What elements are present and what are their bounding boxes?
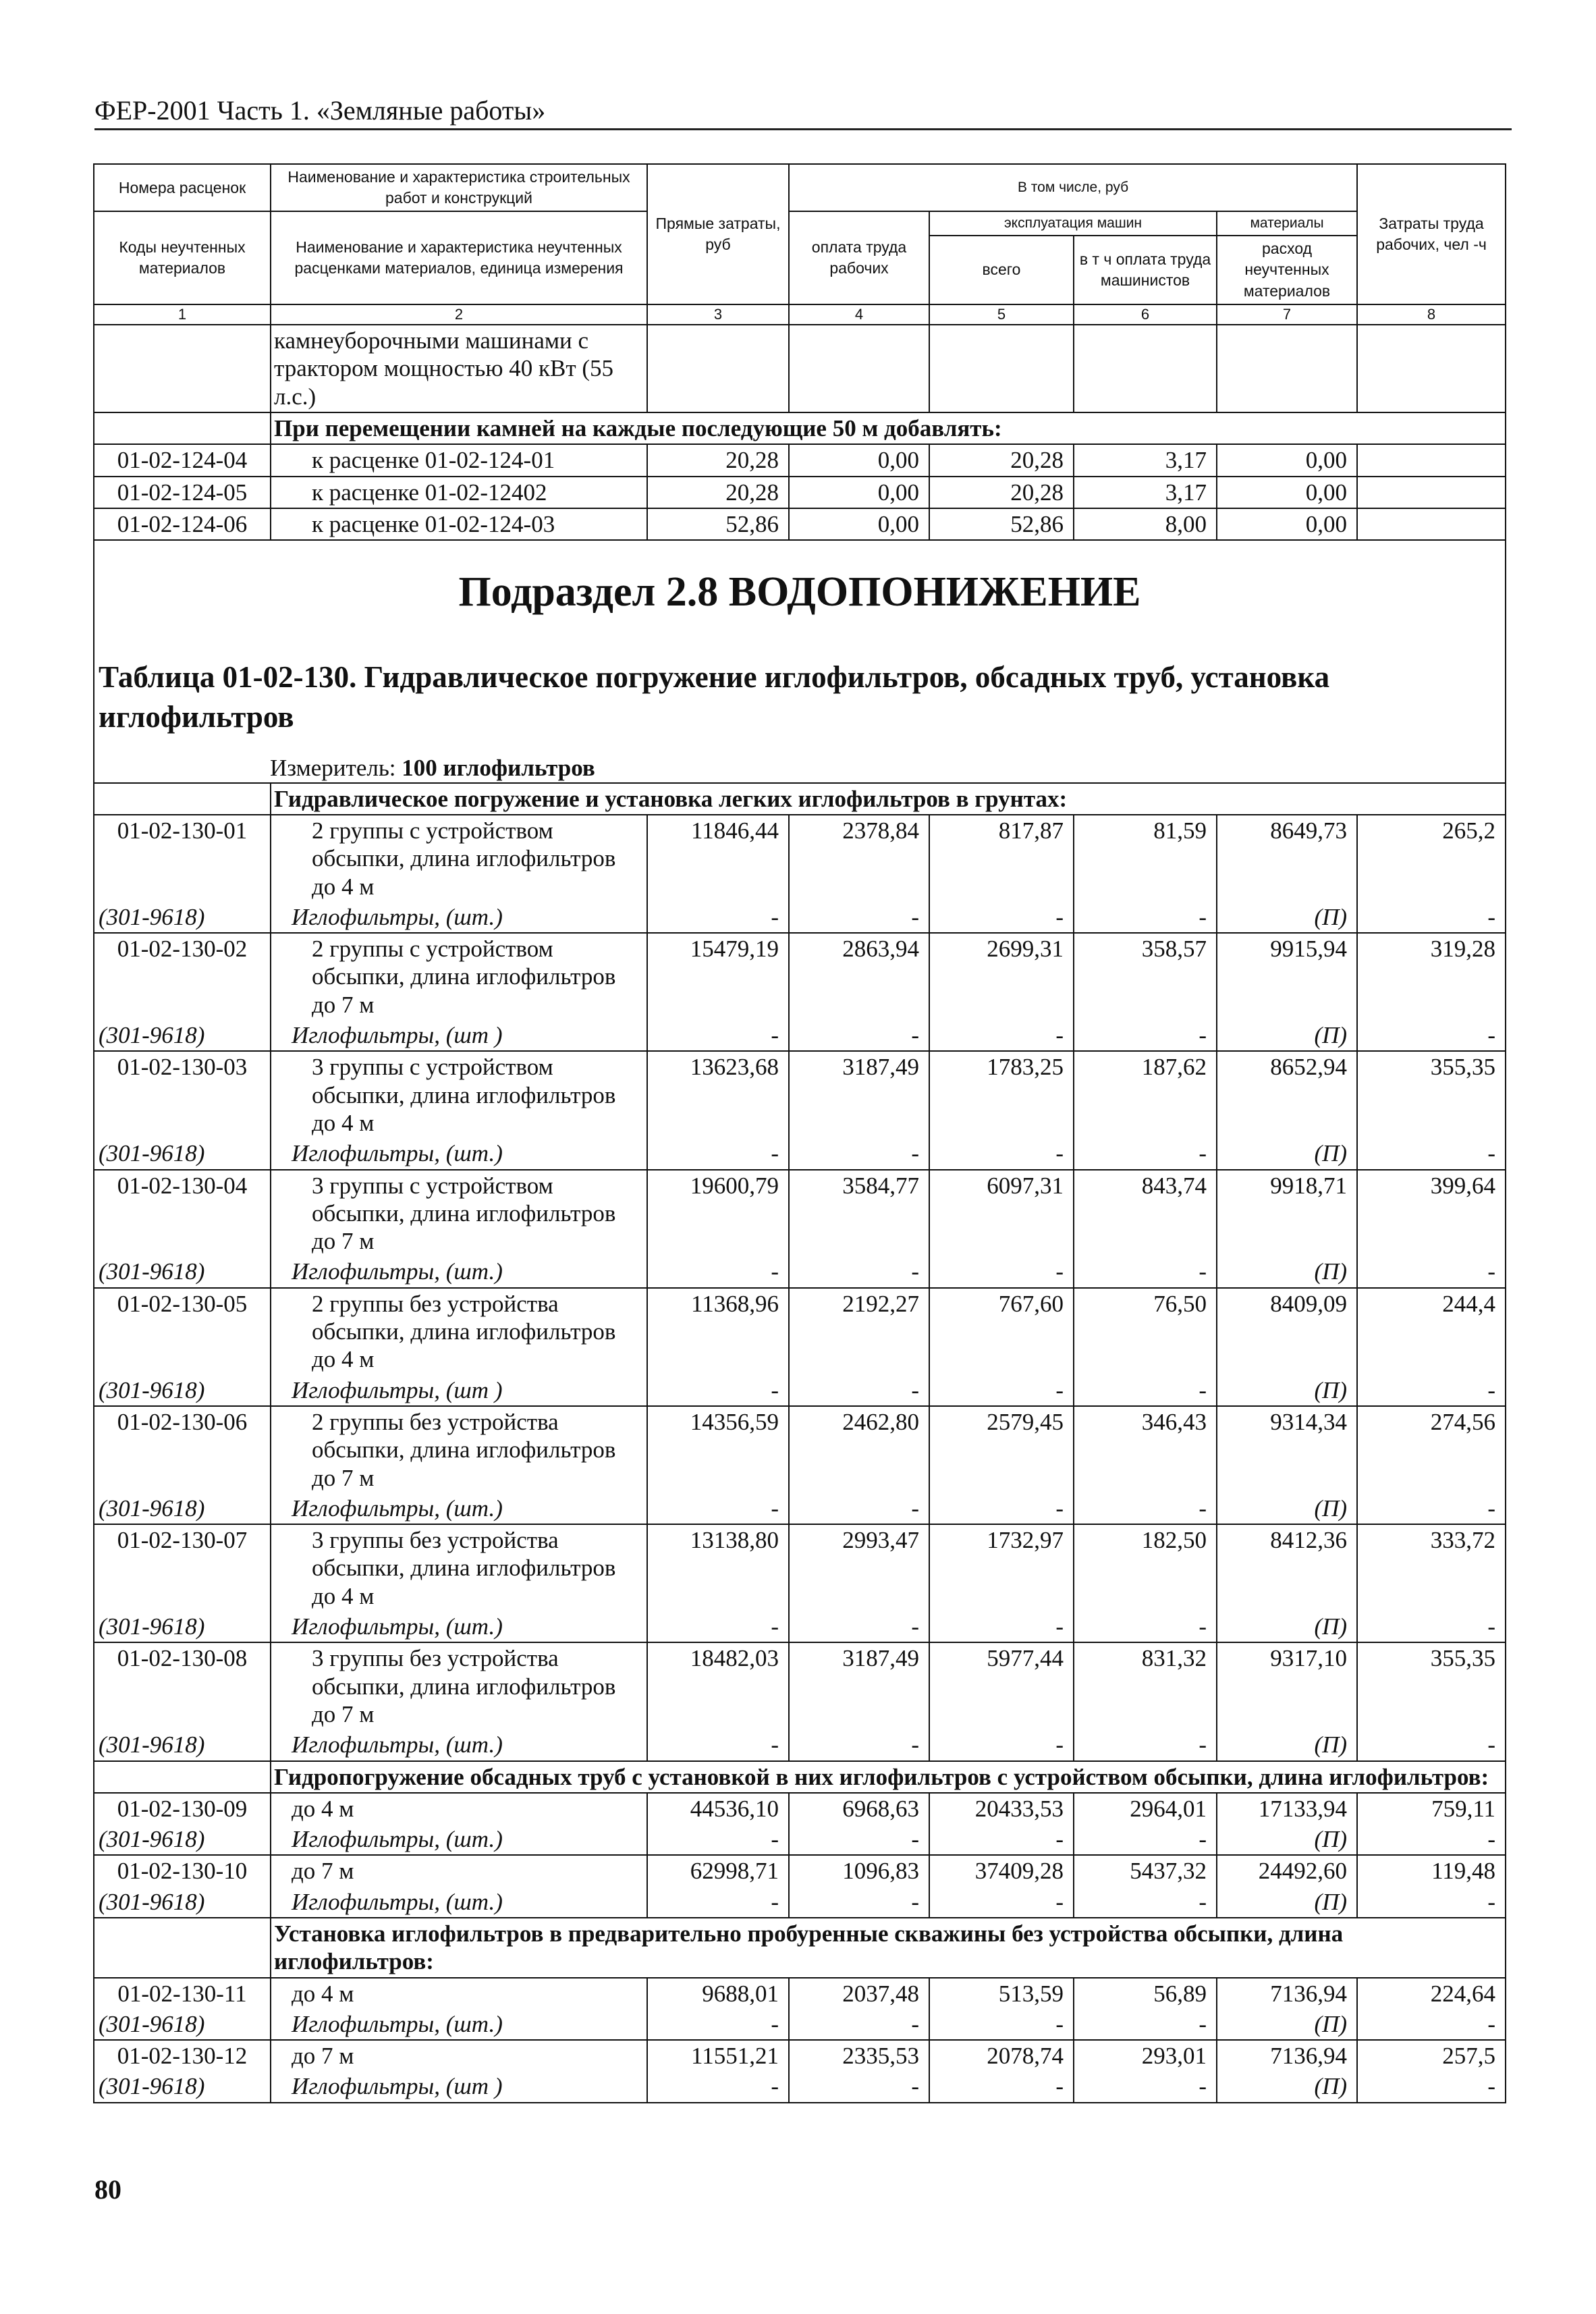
col4-header: оплата труда рабочих xyxy=(789,211,929,304)
dash-cell: - xyxy=(929,1138,1074,1169)
col7-header: расход неучтенных материалов xyxy=(1217,236,1357,304)
direct-cost: 9688,01 xyxy=(647,1978,789,2009)
material-flag: (П) xyxy=(1217,1020,1357,1051)
empty-cell xyxy=(94,412,271,444)
material-row xyxy=(94,1020,1506,1051)
material-code: (301-9618) xyxy=(94,902,271,933)
rate-name: до 7 м xyxy=(271,1855,647,1886)
empty-cell xyxy=(1357,325,1506,412)
move-heading: При перемещении камней на каждые последующие 50 м добавлять: xyxy=(271,412,1506,444)
labor-pay: 3584,77 xyxy=(789,1170,929,1257)
material-name: Иглофильтры, (шт.) xyxy=(271,1138,647,1169)
dash-cell: - xyxy=(647,1256,789,1287)
operators-pay: 81,59 xyxy=(1074,815,1217,902)
empty-cell xyxy=(1217,325,1357,412)
dash-cell: - xyxy=(1357,1887,1506,1918)
operators-pay: 346,43 xyxy=(1074,1406,1217,1493)
material-flag: (П) xyxy=(1217,1824,1357,1855)
table-row xyxy=(94,508,1506,540)
material-name: Иглофильтры, (шт.) xyxy=(271,1256,647,1287)
empty-cell xyxy=(1074,325,1217,412)
rate-name: до 4 м xyxy=(271,1793,647,1824)
table-row xyxy=(94,444,1506,476)
machines-total: 37409,28 xyxy=(929,1855,1074,1886)
labor-pay: 2037,48 xyxy=(789,1978,929,2009)
dash-cell: - xyxy=(1074,1824,1217,1855)
operators-pay: 3,17 xyxy=(1074,444,1217,476)
table-row xyxy=(94,1051,1506,1138)
operators-pay: 187,62 xyxy=(1074,1051,1217,1138)
rates-table xyxy=(93,163,1506,2103)
dash-cell: - xyxy=(647,1375,789,1406)
operators-pay: 76,50 xyxy=(1074,1288,1217,1375)
operators-pay: 8,00 xyxy=(1074,508,1217,540)
rate-name: 3 группы с устройством обсыпки, длина иглофильтров до 4 м xyxy=(271,1051,647,1138)
materials-cost: 7136,94 xyxy=(1217,2040,1357,2071)
material-code: (301-9618) xyxy=(94,1256,271,1287)
machines-total: 1732,97 xyxy=(929,1524,1074,1611)
labor-pay: 2335,53 xyxy=(789,2040,929,2071)
dash-cell: - xyxy=(1074,1138,1217,1169)
labor-pay: 2192,27 xyxy=(789,1288,929,1375)
material-flag: (П) xyxy=(1217,1611,1357,1642)
table-row xyxy=(94,2040,1506,2071)
col-number: 2 xyxy=(271,304,647,325)
dash-cell: - xyxy=(929,1375,1074,1406)
continued-name: камнеуборочными машинами с трактором мощностью 40 кВт (55 л.с.) xyxy=(271,325,647,412)
col2-top-header: Наименование и характеристика строительных работ и конструкций xyxy=(271,164,647,211)
material-name: Иглофильтры, (шт.) xyxy=(271,902,647,933)
col5-header: всего xyxy=(929,236,1074,304)
materials-cost: 8409,09 xyxy=(1217,1288,1357,1375)
col-number: 4 xyxy=(789,304,929,325)
dash-cell: - xyxy=(1357,2071,1506,2102)
operators-pay: 56,89 xyxy=(1074,1978,1217,2009)
material-name: Иглофильтры, (шт.) xyxy=(271,1611,647,1642)
material-row xyxy=(94,2071,1506,2102)
page-header: ФЕР-2001 Часть 1. «Земляные работы» xyxy=(94,95,546,126)
material-row xyxy=(94,2009,1506,2040)
col1-top-header: Номера расценок xyxy=(94,164,271,211)
machines-total: 2579,45 xyxy=(929,1406,1074,1493)
dash-cell: - xyxy=(1074,1729,1217,1760)
table-row xyxy=(94,1288,1506,1375)
direct-cost: 18482,03 xyxy=(647,1642,789,1729)
labor-hours: 265,2 xyxy=(1357,815,1506,902)
machines-total: 1783,25 xyxy=(929,1051,1074,1138)
rate-code: 01-02-130-07 xyxy=(94,1524,271,1611)
col-number: 3 xyxy=(647,304,789,325)
operators-pay: 831,32 xyxy=(1074,1642,1217,1729)
direct-cost: 13138,80 xyxy=(647,1524,789,1611)
machines-total: 20,28 xyxy=(929,444,1074,476)
dash-cell: - xyxy=(647,902,789,933)
material-code: (301-9618) xyxy=(94,2009,271,2040)
col-number: 7 xyxy=(1217,304,1357,325)
material-code: (301-9618) xyxy=(94,1729,271,1760)
material-flag: (П) xyxy=(1217,1887,1357,1918)
table-row xyxy=(94,1978,1506,2009)
machines-total: 5977,44 xyxy=(929,1642,1074,1729)
dash-cell: - xyxy=(789,1375,929,1406)
rate-name: 2 группы без устройства обсыпки, длина иглофильтров до 7 м xyxy=(271,1406,647,1493)
direct-cost: 44536,10 xyxy=(647,1793,789,1824)
material-row xyxy=(94,1824,1506,1855)
dash-cell: - xyxy=(929,902,1074,933)
col-number: 1 xyxy=(94,304,271,325)
rate-code: 01-02-130-02 xyxy=(94,933,271,1020)
material-flag: (П) xyxy=(1217,1493,1357,1524)
subsection-title: Подраздел 2.8 ВОДОПОНИЖЕНИЕ xyxy=(458,569,1141,616)
dash-cell: - xyxy=(1357,1375,1506,1406)
table-title: Таблица 01-02-130. Гидравлическое погружение иглофильтров, обсадных труб, установка иглофильтров xyxy=(99,660,1330,734)
materials-cost: 0,00 xyxy=(1217,444,1357,476)
incl-header: В том числе, руб xyxy=(789,164,1357,211)
labor-pay: 1096,83 xyxy=(789,1855,929,1886)
labor-hours: 355,35 xyxy=(1357,1051,1506,1138)
material-name: Иглофильтры, (шт ) xyxy=(271,2071,647,2102)
dash-cell: - xyxy=(1074,1020,1217,1051)
rate-name: к расценке 01-02-124-03 xyxy=(271,508,647,540)
rate-name: к расценке 01-02-12402 xyxy=(271,477,647,508)
dash-cell: - xyxy=(789,1611,929,1642)
labor-hours: 244,4 xyxy=(1357,1288,1506,1375)
labor-pay: 3187,49 xyxy=(789,1642,929,1729)
material-name: Иглофильтры, (шт ) xyxy=(271,1020,647,1051)
dash-cell: - xyxy=(1357,902,1506,933)
rate-code: 01-02-124-06 xyxy=(94,508,271,540)
dash-cell: - xyxy=(1357,1493,1506,1524)
machines-total: 52,86 xyxy=(929,508,1074,540)
col6-header: в т ч оплата труда машинистов xyxy=(1074,236,1217,304)
rate-code: 01-02-130-09 xyxy=(94,1793,271,1824)
rate-name: 2 группы без устройства обсыпки, длина иглофильтров до 4 м xyxy=(271,1288,647,1375)
col3-header: Прямые затраты, руб xyxy=(647,164,789,304)
group3-heading: Установка иглофильтров в предварительно пробуренные скважины без устройства обсыпки, длина иглофильтров: xyxy=(271,1918,1506,1978)
labor-hours: 355,35 xyxy=(1357,1642,1506,1729)
dash-cell: - xyxy=(929,1493,1074,1524)
operators-pay: 5437,32 xyxy=(1074,1855,1217,1886)
material-row xyxy=(94,1493,1506,1524)
empty-cell xyxy=(94,1918,271,1978)
dash-cell: - xyxy=(647,1493,789,1524)
dash-cell: - xyxy=(1357,1824,1506,1855)
direct-cost: 11551,21 xyxy=(647,2040,789,2071)
labor-pay: 2462,80 xyxy=(789,1406,929,1493)
dash-cell: - xyxy=(789,2009,929,2040)
rate-name: 2 группы с устройством обсыпки, длина иглофильтров до 7 м xyxy=(271,933,647,1020)
machines-total: 20433,53 xyxy=(929,1793,1074,1824)
materials-cost: 17133,94 xyxy=(1217,1793,1357,1824)
subsection-block xyxy=(94,540,1506,782)
operators-pay: 182,50 xyxy=(1074,1524,1217,1611)
dash-cell: - xyxy=(647,2071,789,2102)
dash-cell: - xyxy=(789,1020,929,1051)
material-code: (301-9618) xyxy=(94,1824,271,1855)
page-number: 80 xyxy=(94,2174,121,2205)
materials-cost: 0,00 xyxy=(1217,477,1357,508)
dash-cell: - xyxy=(789,1493,929,1524)
machines-total: 817,87 xyxy=(929,815,1074,902)
rate-code: 01-02-130-11 xyxy=(94,1978,271,2009)
dash-cell: - xyxy=(789,2071,929,2102)
dash-cell: - xyxy=(929,1824,1074,1855)
dash-cell: - xyxy=(647,1020,789,1051)
dash-cell: - xyxy=(1074,1493,1217,1524)
material-row xyxy=(94,1611,1506,1642)
table-row xyxy=(94,933,1506,1020)
dash-cell: - xyxy=(1357,1256,1506,1287)
material-row xyxy=(94,1887,1506,1918)
dash-cell: - xyxy=(1074,902,1217,933)
labor-hours: 319,28 xyxy=(1357,933,1506,1020)
material-code: (301-9618) xyxy=(94,1611,271,1642)
material-row xyxy=(94,1256,1506,1287)
labor-pay: 6968,63 xyxy=(789,1793,929,1824)
table-row xyxy=(94,1170,1506,1257)
table-row xyxy=(94,1855,1506,1886)
dash-cell: - xyxy=(1074,1375,1217,1406)
dash-cell: - xyxy=(929,1611,1074,1642)
direct-cost: 20,28 xyxy=(647,444,789,476)
materials-cost: 8652,94 xyxy=(1217,1051,1357,1138)
meter-label: Измеритель: xyxy=(270,755,396,782)
labor-pay: 2993,47 xyxy=(789,1524,929,1611)
rate-code: 01-02-130-01 xyxy=(94,815,271,902)
material-flag: (П) xyxy=(1217,1375,1357,1406)
dash-cell: - xyxy=(929,1729,1074,1760)
empty-cell xyxy=(94,325,271,412)
material-row xyxy=(94,1375,1506,1406)
table-row xyxy=(94,815,1506,902)
direct-cost: 13623,68 xyxy=(647,1051,789,1138)
labor-pay: 0,00 xyxy=(789,508,929,540)
meter xyxy=(94,736,1505,782)
labor-hours: 119,48 xyxy=(1357,1855,1506,1886)
direct-cost: 62998,71 xyxy=(647,1855,789,1886)
labor-hours: 759,11 xyxy=(1357,1793,1506,1824)
operators-pay: 2964,01 xyxy=(1074,1793,1217,1824)
dash-cell: - xyxy=(789,1729,929,1760)
col-number: 6 xyxy=(1074,304,1217,325)
rate-code: 01-02-130-05 xyxy=(94,1288,271,1375)
operators-pay: 3,17 xyxy=(1074,477,1217,508)
empty-cell xyxy=(929,325,1074,412)
material-name: Иглофильтры, (шт ) xyxy=(271,1375,647,1406)
col1-bottom-header: Коды неучтенных материалов xyxy=(94,211,271,304)
labor-pay: 0,00 xyxy=(789,477,929,508)
dash-cell: - xyxy=(1357,2009,1506,2040)
materials-header: материалы xyxy=(1217,211,1357,236)
materials-cost: 9317,10 xyxy=(1217,1642,1357,1729)
dash-cell: - xyxy=(647,1887,789,1918)
dash-cell: - xyxy=(789,902,929,933)
dash-cell: - xyxy=(929,2071,1074,2102)
dash-cell: - xyxy=(789,1887,929,1918)
labor-hours: 399,64 xyxy=(1357,1170,1506,1257)
material-code: (301-9618) xyxy=(94,2071,271,2102)
dash-cell: - xyxy=(647,1611,789,1642)
material-name: Иглофильтры, (шт.) xyxy=(271,1887,647,1918)
material-row xyxy=(94,902,1506,933)
rate-code: 01-02-124-05 xyxy=(94,477,271,508)
labor-hours xyxy=(1357,444,1506,476)
labor-hours xyxy=(1357,477,1506,508)
dash-cell: - xyxy=(929,1887,1074,1918)
material-flag: (П) xyxy=(1217,2071,1357,2102)
dash-cell: - xyxy=(1357,1729,1506,1760)
material-flag: (П) xyxy=(1217,2009,1357,2040)
material-code: (301-9618) xyxy=(94,1375,271,1406)
table-row xyxy=(94,1406,1506,1493)
material-code: (301-9618) xyxy=(94,1020,271,1051)
dash-cell: - xyxy=(647,2009,789,2040)
direct-cost: 15479,19 xyxy=(647,933,789,1020)
material-flag: (П) xyxy=(1217,902,1357,933)
direct-cost: 52,86 xyxy=(647,508,789,540)
materials-cost: 9918,71 xyxy=(1217,1170,1357,1257)
empty-cell xyxy=(789,325,929,412)
table-row xyxy=(94,1524,1506,1611)
dash-cell: - xyxy=(929,2009,1074,2040)
rate-name: к расценке 01-02-124-01 xyxy=(271,444,647,476)
machines-header: эксплуатация машин xyxy=(929,211,1217,236)
dash-cell: - xyxy=(789,1256,929,1287)
empty-cell xyxy=(94,1761,271,1793)
material-name: Иглофильтры, (шт.) xyxy=(271,1824,647,1855)
rate-name: 2 группы с устройством обсыпки, длина иглофильтров до 4 м xyxy=(271,815,647,902)
material-name: Иглофильтры, (шт.) xyxy=(271,1729,647,1760)
dash-cell: - xyxy=(1074,1611,1217,1642)
direct-cost: 14356,59 xyxy=(647,1406,789,1493)
group1-heading: Гидравлическое погружение и установка легких иглофильтров в грунтах: xyxy=(271,783,1506,815)
dash-cell: - xyxy=(647,1824,789,1855)
rate-code: 01-02-130-03 xyxy=(94,1051,271,1138)
materials-cost: 9915,94 xyxy=(1217,933,1357,1020)
operators-pay: 293,01 xyxy=(1074,2040,1217,2071)
labor-hours: 224,64 xyxy=(1357,1978,1506,2009)
dash-cell: - xyxy=(1074,2009,1217,2040)
direct-cost: 20,28 xyxy=(647,477,789,508)
dash-cell: - xyxy=(1357,1138,1506,1169)
machines-total: 2699,31 xyxy=(929,933,1074,1020)
labor-pay: 2863,94 xyxy=(789,933,929,1020)
materials-cost: 24492,60 xyxy=(1217,1855,1357,1886)
material-code: (301-9618) xyxy=(94,1138,271,1169)
rate-name: 3 группы без устройства обсыпки, длина иглофильтров до 4 м xyxy=(271,1524,647,1611)
dash-cell: - xyxy=(1074,1887,1217,1918)
machines-total: 767,60 xyxy=(929,1288,1074,1375)
labor-hours xyxy=(1357,508,1506,540)
col8-header: Затраты труда рабочих, чел -ч xyxy=(1357,164,1506,304)
rate-code: 01-02-130-12 xyxy=(94,2040,271,2071)
dash-cell: - xyxy=(929,1256,1074,1287)
machines-total: 2078,74 xyxy=(929,2040,1074,2071)
machines-total: 513,59 xyxy=(929,1978,1074,2009)
direct-cost: 19600,79 xyxy=(647,1170,789,1257)
dash-cell: - xyxy=(789,1824,929,1855)
material-flag: (П) xyxy=(1217,1256,1357,1287)
empty-cell xyxy=(94,783,271,815)
rate-code: 01-02-130-08 xyxy=(94,1642,271,1729)
operators-pay: 843,74 xyxy=(1074,1170,1217,1257)
material-name: Иглофильтры, (шт.) xyxy=(271,1493,647,1524)
direct-cost: 11368,96 xyxy=(647,1288,789,1375)
direct-cost: 11846,44 xyxy=(647,815,789,902)
dash-cell: - xyxy=(647,1729,789,1760)
material-row xyxy=(94,1138,1506,1169)
materials-cost: 7136,94 xyxy=(1217,1978,1357,2009)
header-rule xyxy=(94,128,1512,130)
group2-heading: Гидропогружение обсадных труб с установкой в них иглофильтров с устройством обсыпки, длина иглофильтров: xyxy=(271,1761,1506,1793)
material-flag: (П) xyxy=(1217,1729,1357,1760)
labor-pay: 2378,84 xyxy=(789,815,929,902)
rate-code: 01-02-130-04 xyxy=(94,1170,271,1257)
col-number: 8 xyxy=(1357,304,1506,325)
material-code: (301-9618) xyxy=(94,1887,271,1918)
dash-cell: - xyxy=(1357,1020,1506,1051)
materials-cost: 8412,36 xyxy=(1217,1524,1357,1611)
dash-cell: - xyxy=(1074,1256,1217,1287)
labor-pay: 0,00 xyxy=(789,444,929,476)
rate-name: 3 группы с устройством обсыпки, длина иглофильтров до 7 м xyxy=(271,1170,647,1257)
material-code: (301-9618) xyxy=(94,1493,271,1524)
col2-bottom-header: Наименование и характеристика неучтенных расценками материалов, единица измерения xyxy=(271,211,647,304)
rate-name: 3 группы без устройства обсыпки, длина иглофильтров до 7 м xyxy=(271,1642,647,1729)
rate-name: до 4 м xyxy=(271,1978,647,2009)
material-flag: (П) xyxy=(1217,1138,1357,1169)
machines-total: 6097,31 xyxy=(929,1170,1074,1257)
empty-cell xyxy=(647,325,789,412)
labor-hours: 333,72 xyxy=(1357,1524,1506,1611)
table-row xyxy=(94,1642,1506,1729)
materials-cost: 8649,73 xyxy=(1217,815,1357,902)
material-name: Иглофильтры, (шт.) xyxy=(271,2009,647,2040)
rate-code: 01-02-130-10 xyxy=(94,1855,271,1886)
table-row xyxy=(94,1793,1506,1824)
labor-hours: 274,56 xyxy=(1357,1406,1506,1493)
table-row xyxy=(94,477,1506,508)
materials-cost: 9314,34 xyxy=(1217,1406,1357,1493)
dash-cell: - xyxy=(647,1138,789,1169)
meter-value: 100 иглофильтров xyxy=(402,755,595,782)
machines-total: 20,28 xyxy=(929,477,1074,508)
rate-code: 01-02-130-06 xyxy=(94,1406,271,1493)
dash-cell: - xyxy=(929,1020,1074,1051)
dash-cell: - xyxy=(1357,1611,1506,1642)
labor-pay: 3187,49 xyxy=(789,1051,929,1138)
dash-cell: - xyxy=(1074,2071,1217,2102)
dash-cell: - xyxy=(789,1138,929,1169)
operators-pay: 358,57 xyxy=(1074,933,1217,1020)
material-row xyxy=(94,1729,1506,1760)
rate-name: до 7 м xyxy=(271,2040,647,2071)
col-number: 5 xyxy=(929,304,1074,325)
materials-cost: 0,00 xyxy=(1217,508,1357,540)
rate-code: 01-02-124-04 xyxy=(94,444,271,476)
labor-hours: 257,5 xyxy=(1357,2040,1506,2071)
